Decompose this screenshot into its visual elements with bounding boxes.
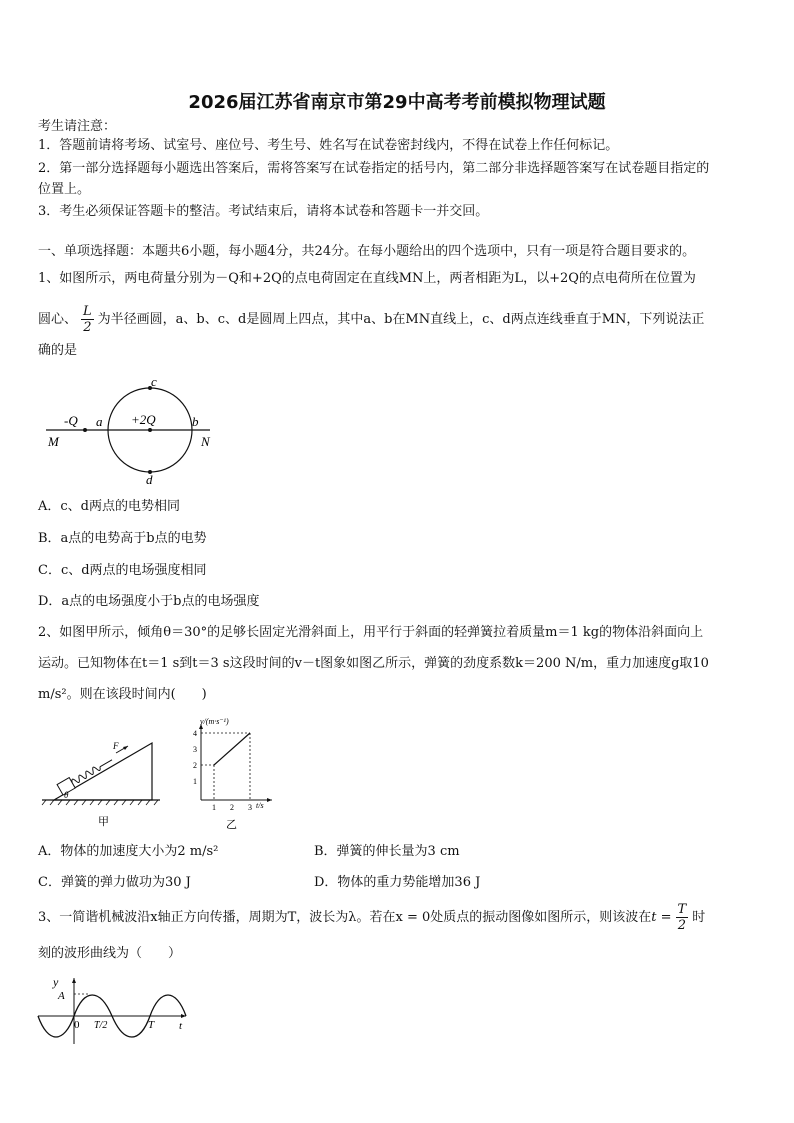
label-minus-q: -Q bbox=[64, 413, 78, 428]
label-t-axis: t bbox=[179, 1020, 183, 1032]
label-half-t: T/2 bbox=[94, 1020, 108, 1031]
v-axis-label: v/(m·s⁻¹) bbox=[200, 717, 229, 726]
label-theta: θ bbox=[64, 790, 69, 800]
q1-stem-line2-a: 圆心、 bbox=[38, 312, 78, 327]
label-b: b bbox=[192, 414, 199, 429]
q3-frac-num: T bbox=[677, 902, 687, 917]
q2-stem-line1: 2、如图甲所示，倾角θ＝30°的足够长固定光滑斜面上，用平行于斜面的轻弹簧拉着质量m＝1 kg的物体沿斜面向上 bbox=[38, 625, 704, 640]
block-spring bbox=[57, 755, 115, 795]
q2-option-b: B．弹簧的伸长量为3 cm bbox=[314, 844, 460, 859]
q1-option-c: C．c、d两点的电场强度相同 bbox=[38, 563, 207, 578]
q3-stem-line1-b: 时 bbox=[692, 910, 706, 925]
q1-stem-line2-b: 为半径画圆，a、b、c、d是圆周上四点，其中a、b在MN直线上，c、d两点连线垂直于MN，下列说法正 bbox=[97, 312, 705, 327]
q1-option-b: B．a点的电势高于b点的电势 bbox=[38, 531, 207, 546]
label-c: c bbox=[151, 374, 157, 389]
label-force: F bbox=[113, 741, 119, 751]
q2-stem-line2: 运动。已知物体在t＝1 s到t＝3 s这段时间的v－t图象如图乙所示，弹簧的劲度系数k＝200 N/m，重力加速度g取10 bbox=[38, 656, 709, 671]
minus-q-charge bbox=[83, 428, 87, 432]
plus-2q-charge bbox=[148, 428, 152, 432]
force-arrow-head bbox=[123, 746, 128, 750]
label-d: d bbox=[146, 472, 153, 487]
xtick-3: 3 bbox=[248, 803, 252, 812]
page-title: 2026届江苏省南京市第29中高考考前模拟物理试题 bbox=[188, 92, 606, 113]
label-t-mark: T bbox=[148, 1019, 155, 1031]
notice-item-2: 2．第一部分选择题每小题选出答案后，需将答案写在试卷指定的括号内，第二部分非选择题答案写在试卷题目指定的 bbox=[38, 161, 710, 176]
label-amplitude: A bbox=[58, 990, 65, 1002]
vt-line bbox=[214, 733, 250, 765]
q2-vt-graph bbox=[186, 716, 282, 832]
q3-frac-den: 2 bbox=[677, 918, 686, 933]
figure-yi-label: 乙 bbox=[226, 819, 237, 831]
label-m: M bbox=[48, 434, 59, 449]
figure-jia-label: 甲 bbox=[98, 816, 109, 828]
q1-frac-num: L bbox=[83, 304, 92, 319]
section-heading: 一、单项选择题：本题共6小题，每小题4分，共24分。在每小题给出的四个选项中，只有一项是符合题目要求的。 bbox=[38, 244, 696, 259]
label-a: a bbox=[96, 414, 103, 429]
label-origin: 0 bbox=[74, 1019, 80, 1031]
q1-stem-line2 bbox=[38, 300, 704, 340]
notice-item-2-cont: 位置上。 bbox=[38, 182, 91, 197]
label-y: y bbox=[53, 975, 59, 989]
q1-option-d: D．a点的电场强度小于b点的电场强度 bbox=[38, 594, 260, 609]
q1-option-a: A．c、d两点的电势相同 bbox=[38, 499, 180, 514]
xtick-1: 1 bbox=[212, 803, 216, 812]
ground-hatch bbox=[42, 800, 158, 805]
q2-option-c: C．弹簧的弹力做功为30 J bbox=[38, 875, 191, 890]
ytick-4: 4 bbox=[193, 729, 197, 738]
label-n: N bbox=[201, 434, 210, 449]
q1-fraction bbox=[81, 304, 94, 335]
q1-frac-den: 2 bbox=[83, 320, 92, 335]
notice-item-1: 1．答题前请将考场、试室号、座位号、考生号、姓名写在试卷密封线内，不得在试卷上作任何标记。 bbox=[38, 138, 619, 153]
q1-stem-line1: 1、如图所示，两电荷量分别为－Q和+2Q的点电荷固定在直线MN上，两者相距为L，以+2Q的点电荷所在位置为 bbox=[38, 271, 696, 286]
xtick-2: 2 bbox=[230, 803, 234, 812]
q1-stem-line3: 确的是 bbox=[38, 343, 78, 358]
q3-stem-line1 bbox=[38, 898, 705, 938]
q3-stem-line1-a: 3、一简谐机械波沿x轴正方向传播，周期为T，波长为λ。若在x = 0处质点的振动图像如图所示，则该波在 bbox=[38, 910, 652, 925]
t-axis-label: t/s bbox=[256, 801, 264, 810]
q2-option-a: A．物体的加速度大小为2 m/s² bbox=[38, 844, 219, 859]
ytick-1: 1 bbox=[193, 777, 197, 786]
q2-stem-line3: m/s²。则在该段时间内( ) bbox=[38, 687, 207, 702]
q1-circle-figure bbox=[38, 370, 228, 488]
q2-incline-figure bbox=[40, 735, 168, 831]
q3-vibration-graph bbox=[36, 972, 196, 1050]
q2-option-d: D．物体的重力势能增加36 J bbox=[314, 875, 481, 890]
label-plus-2q: +2Q bbox=[131, 412, 156, 427]
notice-item-3: 3．考生必须保证答题卡的整洁。考试结束后，请将本试卷和答题卡一并交回。 bbox=[38, 204, 489, 219]
notice-heading: 考生请注意： bbox=[38, 119, 117, 134]
q3-stem-line2: 刻的波形曲线为（ ） bbox=[38, 946, 182, 961]
ytick-2: 2 bbox=[193, 761, 197, 770]
q3-t-eq: t = bbox=[651, 910, 672, 925]
ytick-3: 3 bbox=[193, 745, 197, 754]
q3-fraction bbox=[676, 902, 689, 933]
